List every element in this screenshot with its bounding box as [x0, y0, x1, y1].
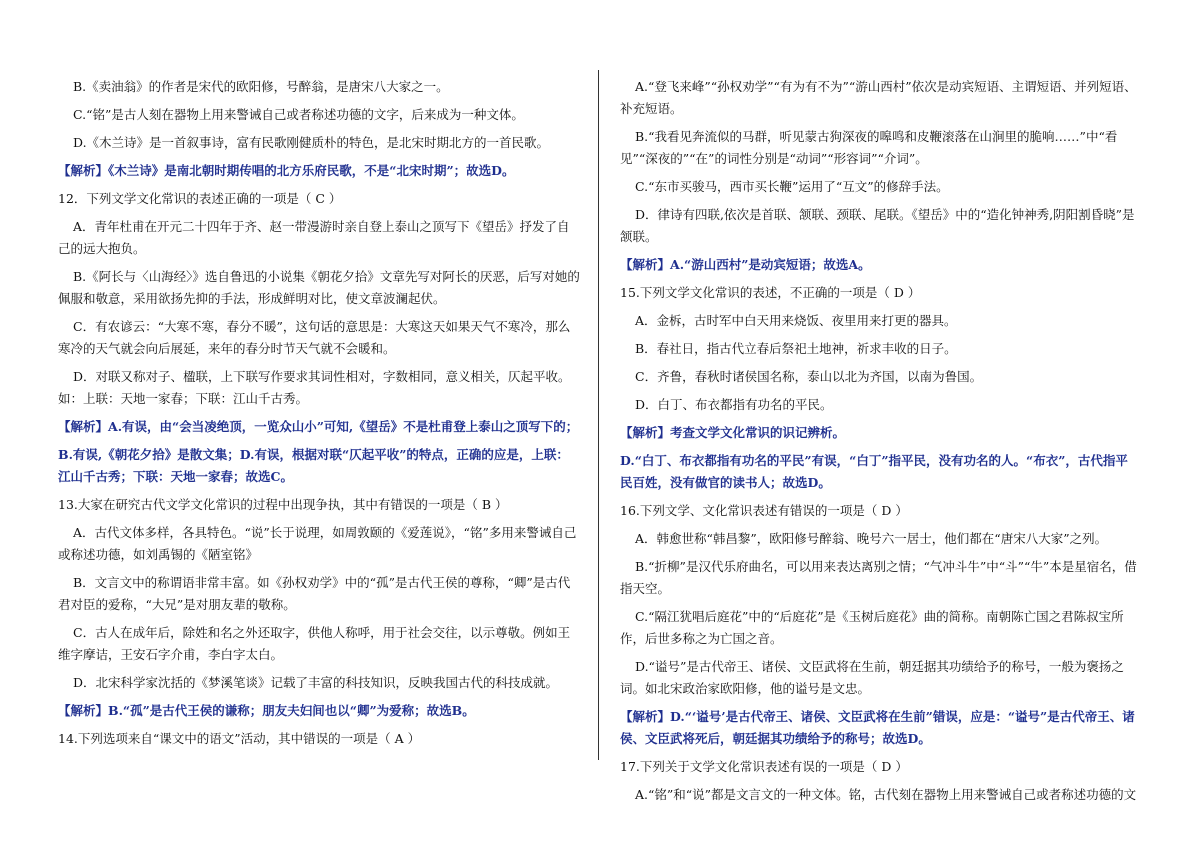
option-text: B.《卖油翁》的作者是宋代的欧阳修，号醉翁，是唐宋八大家之一。	[73, 79, 449, 94]
option-text: B.“我看见奔流似的马群，听见蒙古狗深夜的嗥鸣和皮鞭滚落在山涧里的脆响……”中“看见”“深夜的”“在”的词性分别是“动词”“形容词”“介词”。	[620, 129, 1118, 166]
option-text: A.“铭”和“说”都是文言文的一种文体。铭，古代刻在器物上用来警诫自己或者称述功德的文	[635, 787, 1137, 802]
option-text: D．对联又称对子、楹联，上下联写作要求其词性相对，字数相同，意义相关，仄起平收。如：上联：天地一家春；下联：江山千古秀。	[58, 369, 571, 406]
option-text: B.《阿长与〈山海经〉》选自鲁迅的小说集《朝花夕拾》文章先写对阿长的厌恶，后写对她的佩服和敬意，采用欲扬先抑的手法，形成鲜明对比，使文章波澜起伏。	[58, 269, 580, 306]
option-text: D.“谥号”是古代帝王、诸侯、文臣武将在生前，朝廷据其功绩给予的称号，一般为褒扬之词。如北宋政治家欧阳修，他的谥号是文忠。	[620, 659, 1124, 696]
option-text: D．北宋科学家沈括的《梦溪笔谈》记载了丰富的科技知识，反映我国古代的科技成就。	[73, 675, 559, 690]
answer-explanation: 【解析】A.“游山西村”是动宾短语；故选A。	[620, 257, 871, 272]
option-text: C.“东市买骏马，西市买长鞭”运用了“互文”的修辞手法。	[635, 179, 949, 194]
left-column	[58, 76, 580, 756]
answer-explanation: 【解析】考查文学文化常识的识记辨析。	[620, 425, 846, 440]
question-text: 12．下列文学文化常识的表述正确的一项是（ C ）	[58, 191, 342, 206]
option-text: C．古人在成年后，除姓和名之外还取字，供他人称呼，用于社会交往，以示尊敬。例如王维字摩诘，王安石字介甫，李白字太白。	[58, 625, 571, 662]
answer-explanation: 【解析】B.“孤”是古代王侯的谦称；朋友夫妇间也以“卿”为爱称；故选B。	[58, 703, 475, 718]
option-text: C.“铭”是古人刻在器物上用来警诫自己或者称述功德的文字，后来成为一种文体。	[73, 107, 524, 122]
option-text: A．古代文体多样，各具特色。“说”长于说理，如周敦颐的《爱莲说》，“铭”多用来警诫自己或称述功德，如刘禹锡的《陋室铭》	[58, 525, 577, 562]
option-text: A．青年杜甫在开元二十四年于齐、赵一带漫游时亲自登上泰山之顶写下《望岳》抒发了自己的远大抱负。	[58, 219, 570, 256]
question-text: 17.下列关于文学文化常识表述有误的一项是（ D ）	[620, 759, 908, 774]
option-text: C．有农谚云：“大寒不寒，春分不暖”，这句话的意思是：大寒这天如果天气不寒冷，那么寒冷的天气就会向后展延，来年的春分时节天气就不会暖和。	[58, 319, 571, 356]
question-text: 15.下列文学文化常识的表述，不正确的一项是（ D ）	[620, 285, 921, 300]
answer-explanation: B.有误,《朝花夕拾》是散文集；D.有误，根据对联“仄起平收”的特点，正确的应是，上联：江山千古秀；下联：天地一家春；故选C。	[58, 447, 569, 484]
option-text: D．白丁、布衣都指有功名的平民。	[635, 397, 833, 412]
option-text: B．春社日，指古代立春后祭祀土地神，祈求丰收的日子。	[635, 341, 957, 356]
answer-explanation: D.“白丁、布衣都指有功名的平民”有误，“白丁”指平民，没有功名的人。“布衣”，古代指平民百姓，没有做官的读书人；故选D。	[620, 453, 1128, 490]
answer-explanation: 【解析】D.“‘谥号’是古代帝王、诸侯、文臣武将在生前”错误，应是：“谥号”是古代帝王、诸侯、文臣武将死后，朝廷据其功绩给予的称号；故选D。	[620, 709, 1135, 746]
option-text: D．律诗有四联,依次是首联、颔联、颈联、尾联。《望岳》中的“造化钟神秀,阴阳割昏晓”是颔联。	[620, 207, 1135, 244]
answer-explanation: 【解析】A.有误，由“会当凌绝顶，一览众山小”可知,《望岳》不是杜甫登上泰山之顶写下的；	[58, 419, 579, 434]
option-text: A．金柝，古时军中白天用来烧饭、夜里用来打更的器具。	[635, 313, 957, 328]
answer-explanation: 【解析】《木兰诗》是南北朝时期传唱的北方乐府民歌，不是“北宋时期”；故选D。	[58, 163, 515, 178]
option-text: A.“登飞来峰”“孙权劝学”“有为有不为”“游山西村”依次是动宾短语、主谓短语、并列短语、补充短语。	[620, 79, 1137, 116]
option-text: D.《木兰诗》是一首叙事诗，富有民歌刚健质朴的特色，是北宋时期北方的一首民歌。	[73, 135, 550, 150]
question-text: 13.大家在研究古代文学文化常识的过程中出现争执，其中有错误的一项是（ B ）	[58, 497, 508, 512]
question-text: 16.下列文学、文化常识表述有错误的一项是（ D ）	[620, 503, 908, 518]
option-text: B．文言文中的称谓语非常丰富。如《孙权劝学》中的“孤”是古代王侯的尊称，“卿”是古代君对臣的爱称，“大兄”是对朋友辈的敬称。	[58, 575, 571, 612]
option-text: A．韩愈世称“韩昌黎”，欧阳修号醉翁、晚号六一居士，他们都在“唐宋八大家”之列。	[635, 531, 1108, 546]
option-text: C.“隔江犹唱后庭花”中的“后庭花”是《玉树后庭花》曲的简称。南朝陈亡国之君陈叔宝所作，后世多称之为亡国之音。	[620, 609, 1124, 646]
option-text: B.“折柳”是汉代乐府曲名，可以用来表达离别之情；“气冲斗牛”中“斗”“牛”本是星宿名，借指天空。	[620, 559, 1137, 596]
question-text: 14.下列选项来自“课文中的语文”活动，其中错误的一项是（ A ）	[58, 731, 421, 746]
right-column	[620, 76, 1140, 812]
column-divider	[598, 70, 599, 760]
option-text: C．齐鲁，春秋时诸侯国名称，泰山以北为齐国，以南为鲁国。	[635, 369, 983, 384]
